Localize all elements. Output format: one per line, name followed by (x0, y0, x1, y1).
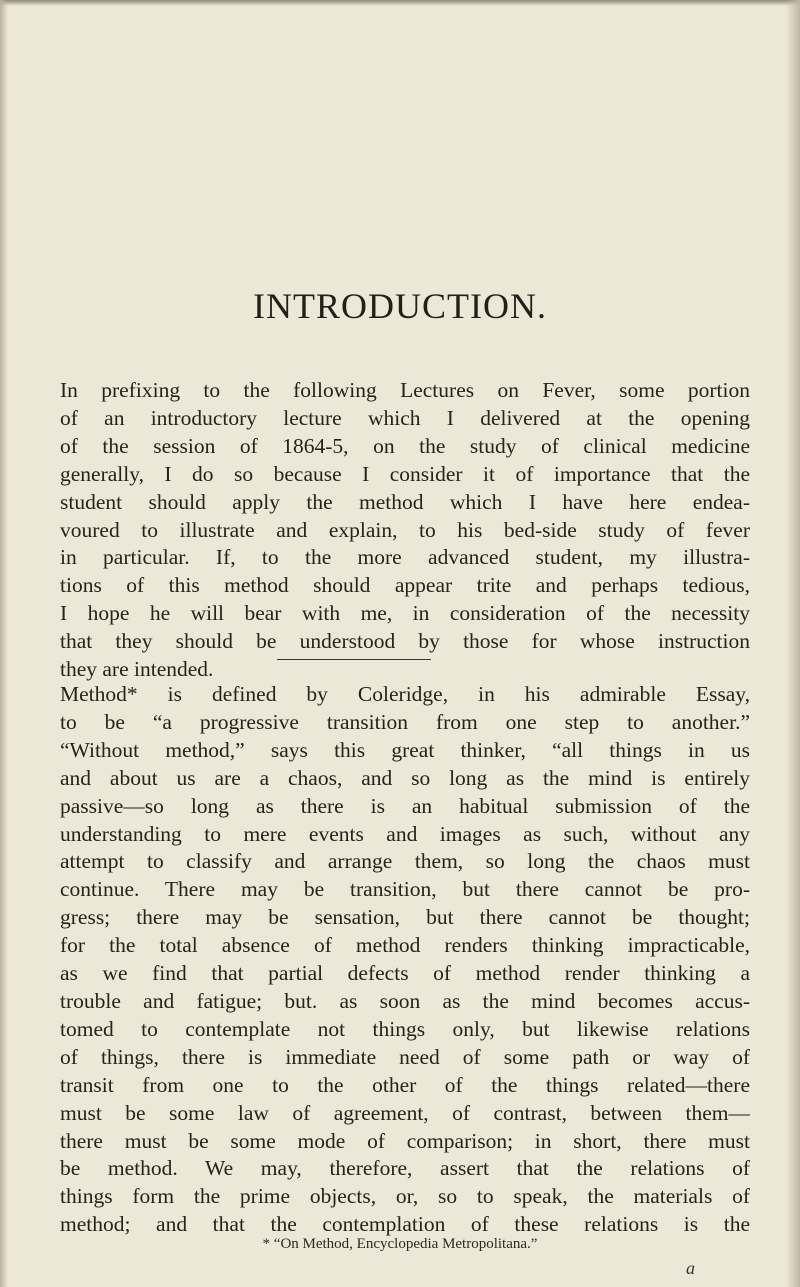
text-line: passive—so long as there is an habitual submission of the (60, 793, 750, 818)
text-line: method; and that the contemplation of these relations is the (60, 1212, 750, 1237)
text-line: voured to illustrate and explain, to his bed-side study of fever (60, 517, 750, 542)
text-line: student should apply the method which I have here endea- (60, 489, 750, 514)
text-line: tomed to contemplate not things only, but likewise relations (60, 1016, 750, 1041)
text-line: be method. We may, therefore, assert that the relations of (60, 1156, 750, 1181)
text-line: as we find that partial defects of method render thinking a (60, 961, 750, 986)
page-left-edge (0, 0, 8, 1287)
text-line: of things, there is immediate need of some path or way of (60, 1044, 750, 1069)
text-line: continue. There may be transition, but there cannot be pro- (60, 877, 750, 902)
footnote: * “On Method, Encyclopedia Metropolitana.” (262, 1236, 538, 1252)
page-right-edge (786, 0, 800, 1287)
text-line: In prefixing to the following Lectures on Fever, some portion (60, 378, 750, 402)
text-line: tions of this method should appear trite and perhaps tedious, (60, 573, 750, 598)
text-line: that they should be understood by those for whose instruction (60, 629, 750, 654)
text-line: of the session of 1864-5, on the study of clinical medicine (60, 433, 750, 458)
paragraph-2 (60, 681, 750, 1239)
text-line: must be some law of agreement, of contrast, between them— (60, 1100, 750, 1125)
text-line: things form the prime objects, or, so to speak, the materials of (60, 1184, 750, 1209)
text-line: Method* is defined by Coleridge, in his admirable Essay, (60, 682, 750, 706)
text-line: in particular. If, to the more advanced student, my illustra- (60, 545, 750, 570)
text-line: “Without method,” says this great thinker, “all things in us (60, 737, 750, 762)
text-line: for the total absence of method renders thinking impracticable, (60, 933, 750, 958)
text-line: generally, I do so because I consider it of importance that the (60, 461, 750, 486)
paragraph-1 (60, 377, 750, 684)
text-line: and about us are a chaos, and so long as the mind is entirely (60, 765, 750, 790)
text-line: to be “a progressive transition from one step to another.” (60, 709, 750, 734)
text-line: they are intended. (60, 657, 214, 682)
text-line: attempt to classify and arrange them, so long the chaos must (60, 849, 750, 874)
signature-mark: a (686, 1258, 695, 1278)
text-line: there must be some mode of comparison; in short, there must (60, 1128, 750, 1153)
text-line: I hope he will bear with me, in consideration of the necessity (60, 601, 750, 626)
chapter-heading: INTRODUCTION. (253, 286, 547, 326)
text-line: gress; there may be sensation, but there cannot be thought; (60, 905, 750, 930)
text-line: transit from one to the other of the things related—there (60, 1072, 750, 1097)
section-divider (277, 659, 431, 660)
text-line: of an introductory lecture which I delivered at the opening (60, 405, 750, 430)
page-top-shadow (0, 0, 800, 6)
text-line: trouble and fatigue; but. as soon as the mind becomes accus- (60, 988, 750, 1013)
text-line: understanding to mere events and images as such, without any (60, 821, 750, 846)
